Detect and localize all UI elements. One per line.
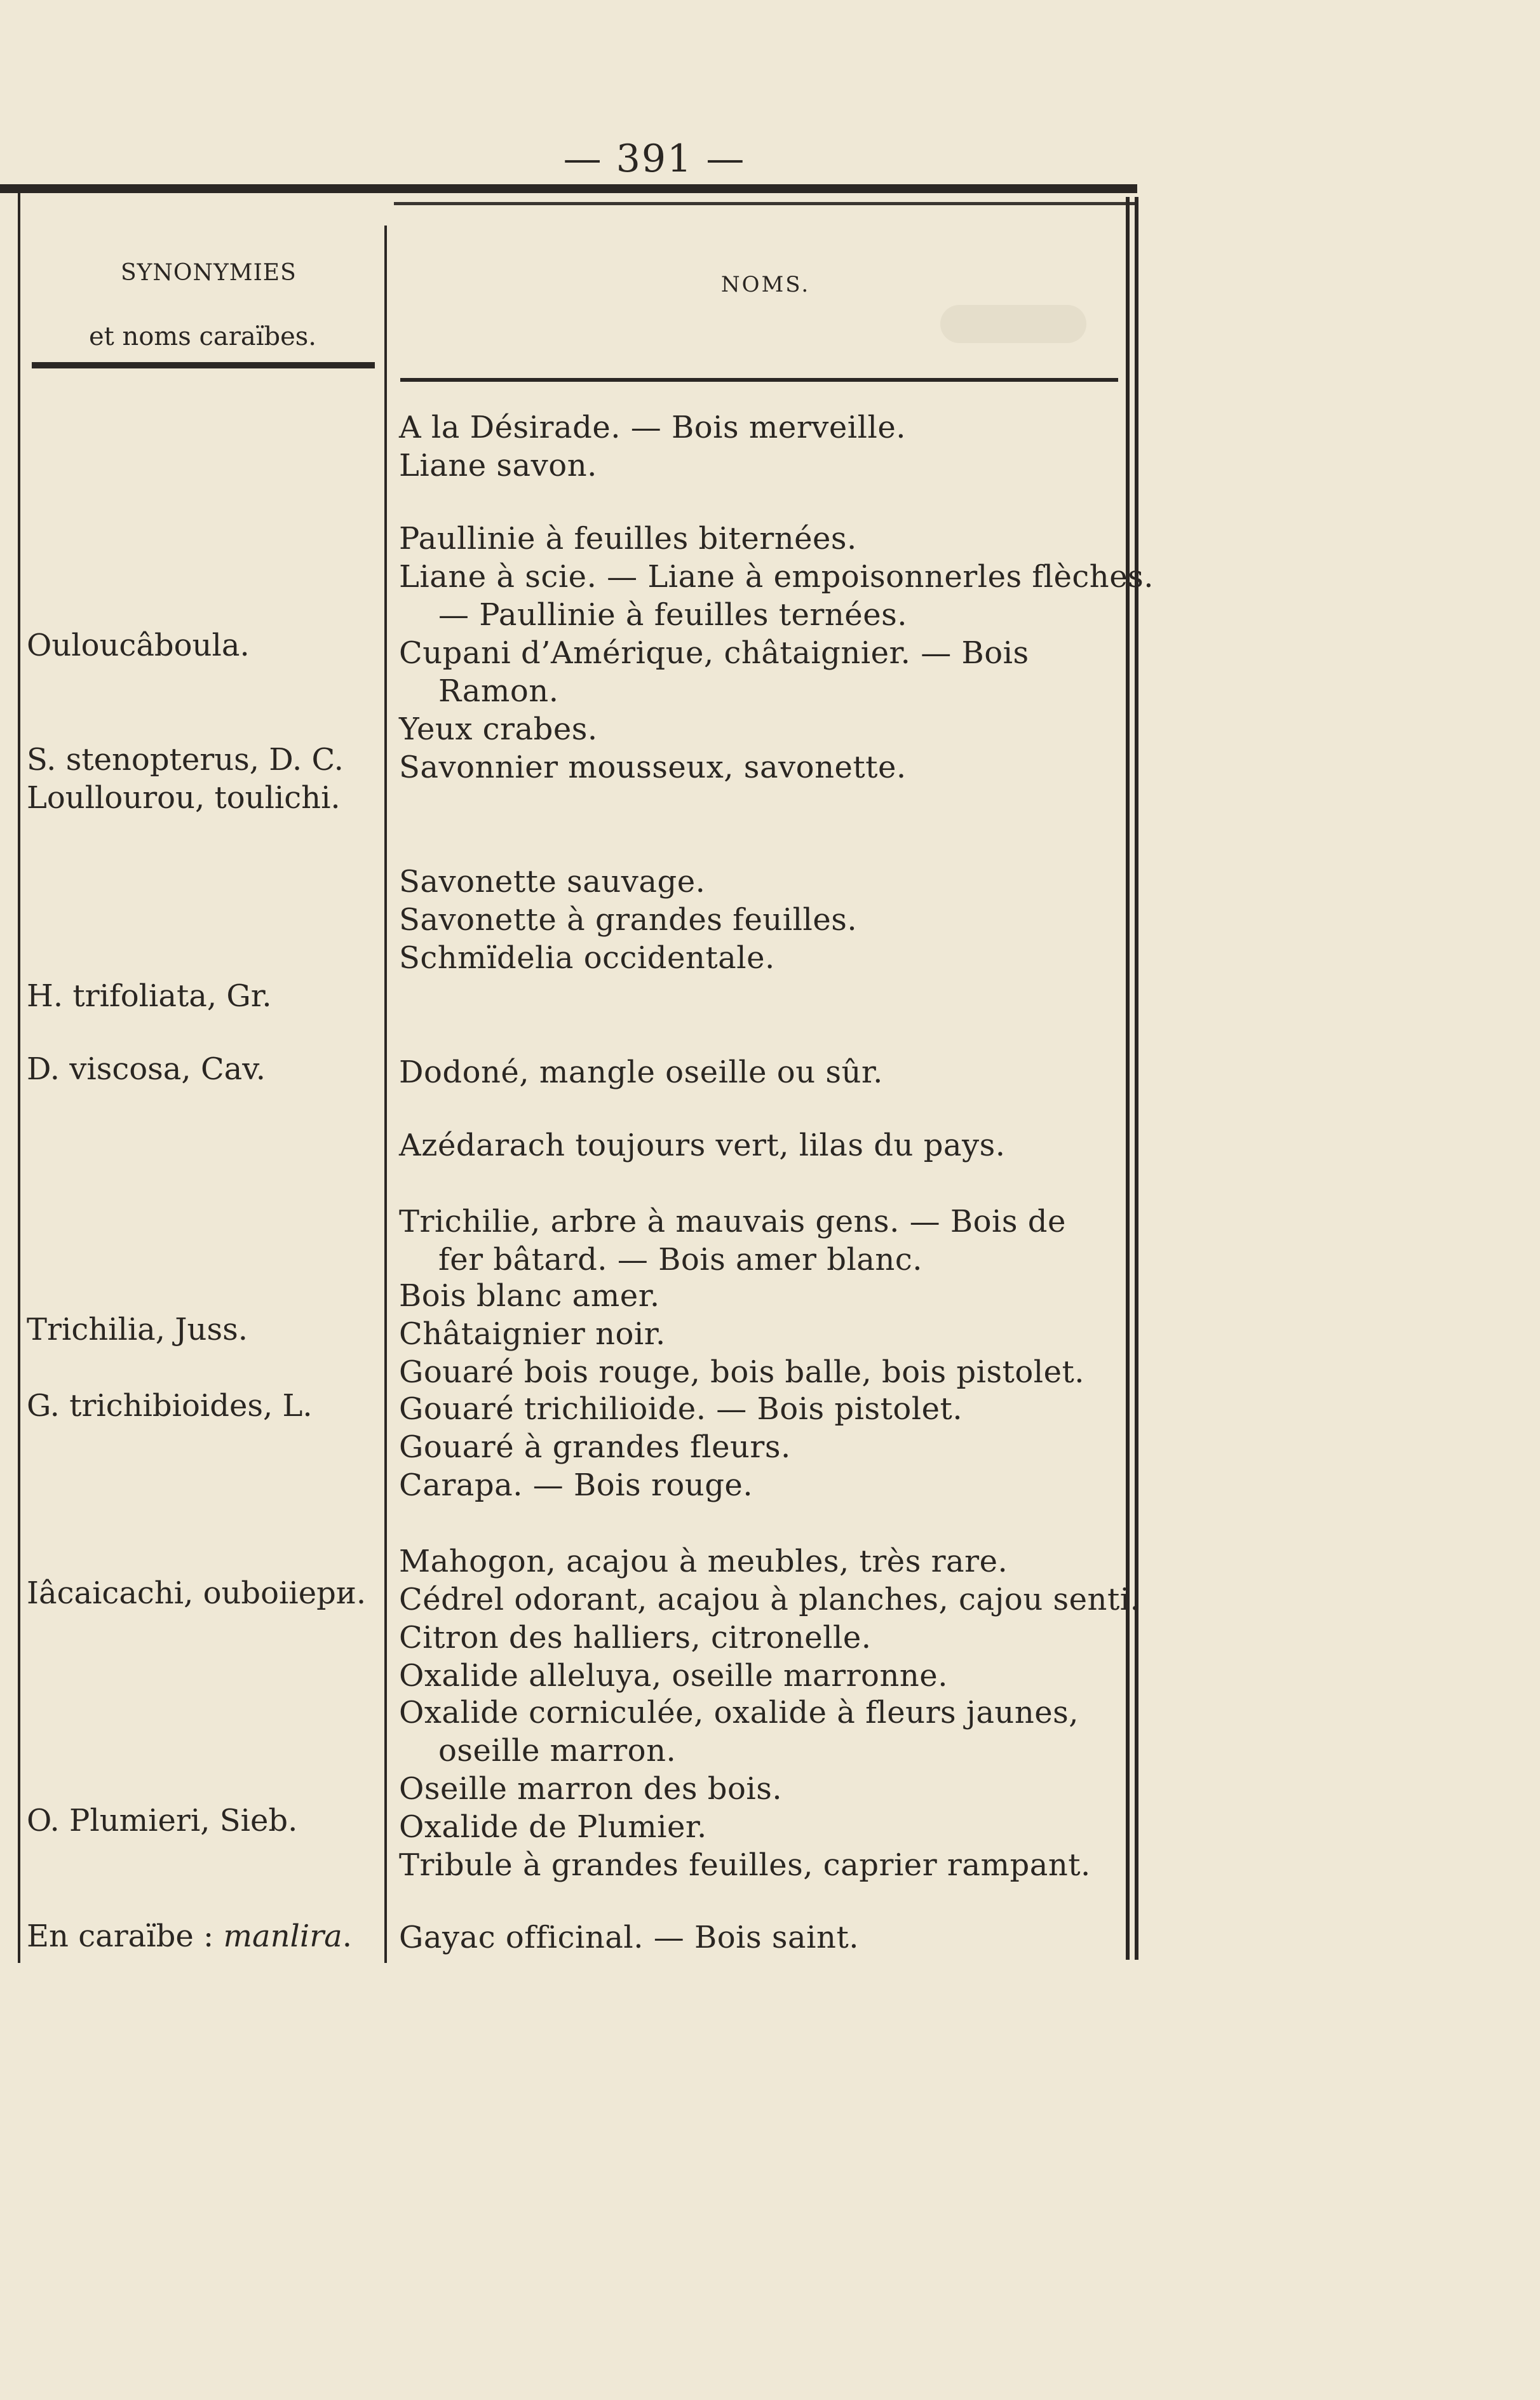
page-number: — 391 — xyxy=(563,137,746,181)
top-rule-thin xyxy=(394,202,1137,205)
name-entry: Savonnier mousseux, savonette. xyxy=(399,750,907,785)
name-entry: Oseille marron des bois. xyxy=(399,1771,783,1807)
name-entry: Gouaré à grandes fleurs. xyxy=(399,1429,791,1465)
header-caribbean-names: et noms caraïbes. xyxy=(89,322,317,351)
column-divider xyxy=(384,226,387,1963)
header-synonymies: SYNONYMIES xyxy=(121,260,297,286)
left-column-header xyxy=(51,241,368,368)
name-entry: Yeux crabes. xyxy=(399,711,598,747)
name-entry: Oxalide de Plumier. xyxy=(399,1809,707,1845)
synonym-entry: H. trifoliata, Gr. xyxy=(27,978,272,1014)
synonym-entry: S. stenopterus, D. C. xyxy=(27,742,344,778)
name-entry: Gayac officinal. — Bois saint. xyxy=(399,1920,859,1955)
synonym-entry: O. Plumieri, Sieb. xyxy=(27,1803,298,1838)
name-entry: Dodoné, mangle oseille ou sûr. xyxy=(399,1055,883,1090)
right-column-header: NOMS. xyxy=(720,272,811,297)
caribbean-term: manlira xyxy=(223,1918,342,1954)
name-entry: — Paullinie à feuilles ternées. xyxy=(438,597,907,633)
name-entry: Carapa. — Bois rouge. xyxy=(399,1467,753,1503)
name-entry: Mahogon, acajou à meubles, très rare. xyxy=(399,1544,1008,1579)
synonym-entry: Loullourou, toulichi. xyxy=(27,780,341,816)
faded-stamp xyxy=(940,305,1086,343)
name-entry: Citron des halliers, citronelle. xyxy=(399,1620,872,1655)
name-entry: Gouaré trichilioide. — Bois pistolet. xyxy=(399,1391,963,1427)
synonym-entry: Ouloucâboula. xyxy=(27,628,250,663)
name-entry: Trichilie, arbre à mauvais gens. — Bois de xyxy=(399,1204,1066,1239)
name-entry: Schmïdelia occidentale. xyxy=(399,940,775,976)
name-entry: Tribule à grandes feuilles, caprier rampant. xyxy=(399,1847,1091,1883)
name-entry: Oxalide corniculée, oxalide à fleurs jaunes, xyxy=(399,1695,1079,1730)
name-entry: Liane à scie. — Liane à empoisonnerles flèches. xyxy=(399,559,1154,595)
right-border-outer xyxy=(1135,197,1138,1960)
synonym-entry: D. viscosa, Cav. xyxy=(27,1051,266,1087)
top-rule xyxy=(0,184,1137,193)
name-entry: Oxalide alleluya, oseille marronne. xyxy=(399,1658,948,1694)
name-entry: Savonette sauvage. xyxy=(399,864,706,900)
name-entry: A la Désirade. — Bois merveille. xyxy=(399,410,907,445)
name-entry: Savonette à grandes feuilles. xyxy=(399,902,858,938)
name-entry: Ramon. xyxy=(438,673,559,709)
left-border xyxy=(18,191,20,1963)
synonym-entry: Iâcaicachi, ouboiiери. xyxy=(27,1575,367,1611)
name-entry: oseille marron. xyxy=(438,1733,677,1769)
synonym-entry: En caraïbe : manlira. xyxy=(27,1918,353,1954)
name-entry: fer bâtard. — Bois amer blanc. xyxy=(438,1242,922,1278)
name-entry: Cédrel odorant, acajou à planches, cajou senti. xyxy=(399,1582,1140,1617)
synonym-entry: Trichilia, Juss. xyxy=(27,1312,248,1347)
name-entry: Gouaré bois rouge, bois balle, bois pistolet. xyxy=(399,1354,1085,1390)
left-header-rule xyxy=(32,362,375,368)
name-entry: Azédarach toujours vert, lilas du pays. xyxy=(399,1128,1006,1163)
synonym-entry: G. trichibioides, L. xyxy=(27,1388,313,1424)
right-header-rule xyxy=(400,378,1118,382)
name-entry: Bois blanc amer. xyxy=(399,1278,660,1314)
name-entry: Liane savon. xyxy=(399,448,597,483)
right-border xyxy=(1126,197,1130,1960)
name-entry: Paullinie à feuilles biternées. xyxy=(399,521,857,556)
name-entry: Cupani d’Amérique, châtaignier. — Bois xyxy=(399,635,1029,671)
name-entry: Châtaignier noir. xyxy=(399,1316,666,1352)
